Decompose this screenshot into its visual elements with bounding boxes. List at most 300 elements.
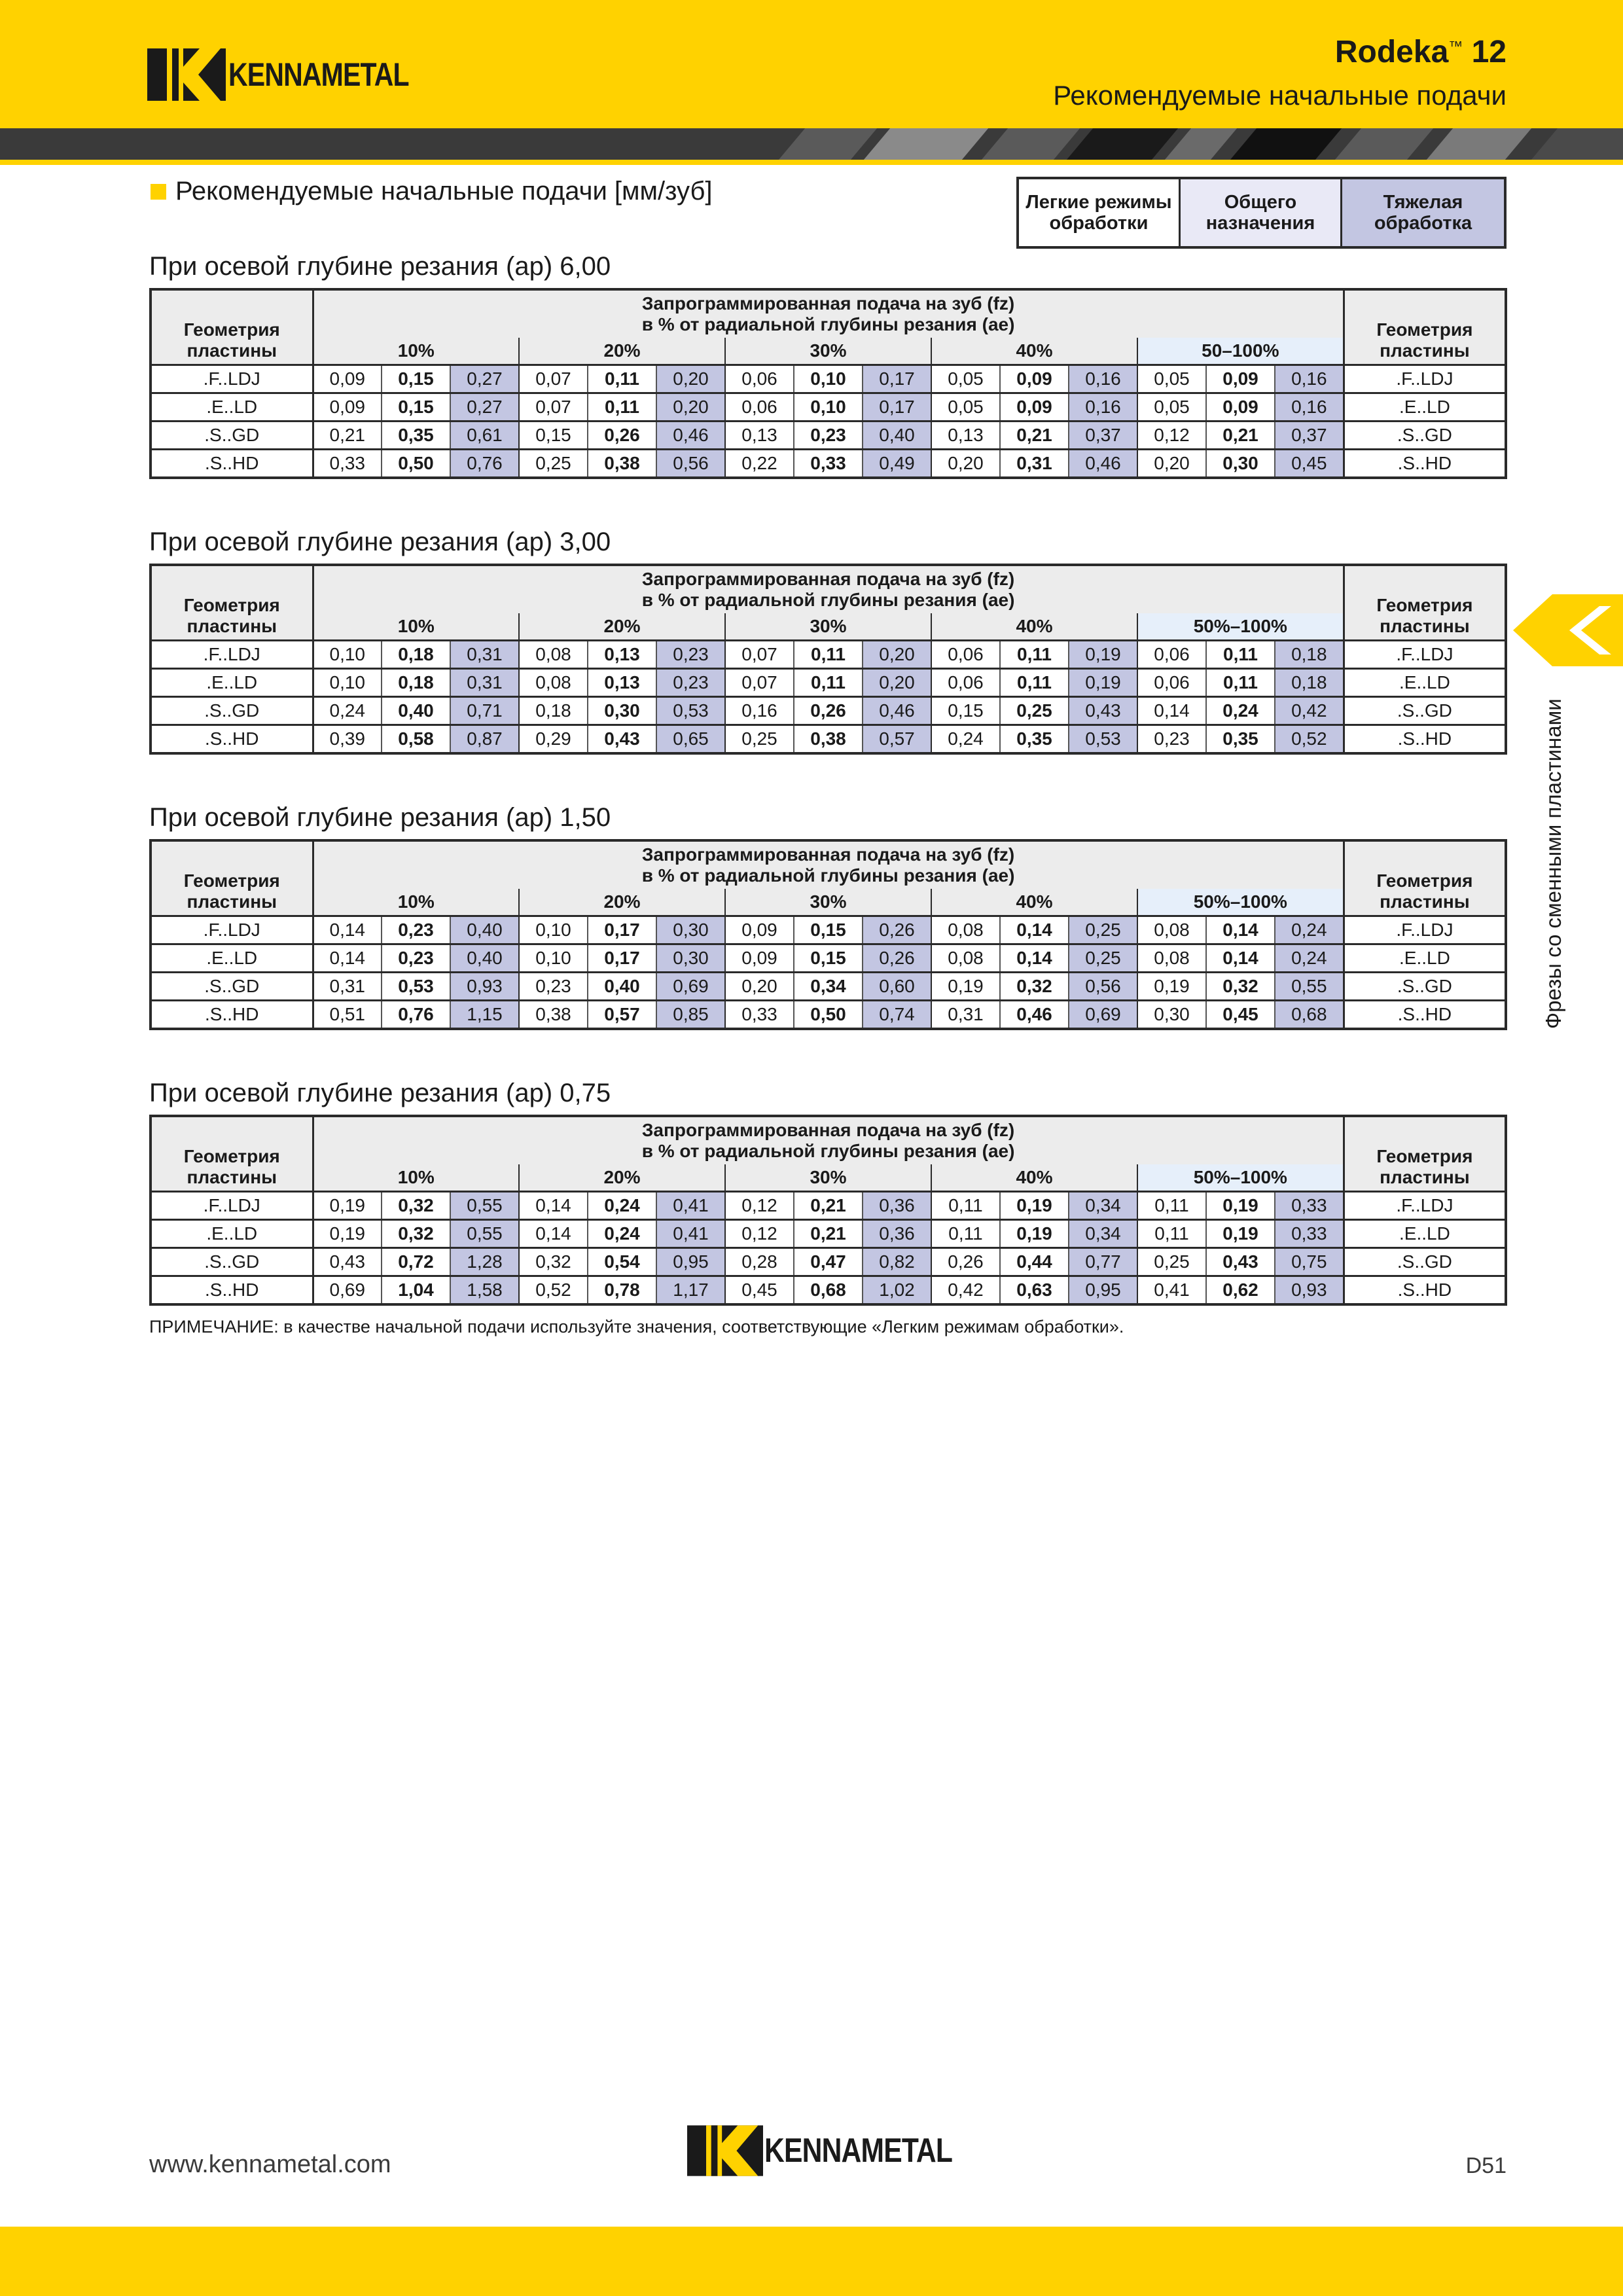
light-feed-cell: 0,25: [725, 725, 794, 753]
heavy-feed-cell: 0,95: [1069, 1276, 1137, 1304]
heavy-feed-cell: 0,75: [1275, 1248, 1344, 1276]
geometry-cell: .S..HD: [151, 1001, 313, 1029]
geometry-header: Геометрия пластины: [151, 289, 313, 365]
feed-header: Запрограммированная подача на зуб (fz) в % от радиальной глубины резания (ae): [313, 840, 1344, 889]
general-feed-cell: 0,43: [1206, 1248, 1275, 1276]
heavy-feed-cell: 0,16: [1275, 365, 1344, 393]
heavy-feed-cell: 0,40: [863, 422, 931, 450]
general-feed-cell: 0,24: [588, 1192, 656, 1220]
general-feed-cell: 0,32: [1206, 973, 1275, 1001]
light-feed-cell: 0,33: [313, 450, 382, 478]
feed-table: [149, 564, 1507, 755]
percent-header: 30%: [725, 889, 931, 916]
feed-table: [149, 839, 1507, 1030]
heavy-feed-cell: 0,19: [1069, 669, 1137, 697]
heavy-feed-cell: 0,46: [1069, 450, 1137, 478]
heavy-feed-cell: 0,27: [450, 393, 519, 422]
general-feed-cell: 0,21: [1206, 422, 1275, 450]
general-feed-cell: 0,09: [1000, 393, 1069, 422]
general-feed-cell: 0,45: [1206, 1001, 1275, 1029]
light-feed-cell: 0,20: [931, 450, 1000, 478]
general-feed-cell: 0,40: [588, 973, 656, 1001]
heavy-feed-cell: 0,53: [656, 697, 725, 725]
general-feed-cell: 0,24: [1206, 697, 1275, 725]
side-tab-label: [1541, 689, 1567, 1029]
general-feed-cell: 0,17: [588, 944, 656, 973]
heavy-feed-cell: 0,41: [656, 1192, 725, 1220]
light-feed-cell: 0,06: [725, 393, 794, 422]
general-feed-cell: 0,11: [1000, 669, 1069, 697]
general-feed-cell: 0,15: [794, 916, 863, 944]
percent-header: 40%: [931, 613, 1137, 641]
general-feed-cell: 0,46: [1000, 1001, 1069, 1029]
light-feed-cell: 0,31: [931, 1001, 1000, 1029]
section-heading: [151, 177, 713, 206]
table-row: [151, 973, 1506, 1001]
footer-url[interactable]: www.kennametal.com: [149, 2151, 391, 2178]
geometry-cell: .S..GD: [151, 697, 313, 725]
heavy-feed-cell: 0,87: [450, 725, 519, 753]
table-row: [151, 393, 1506, 422]
general-feed-cell: 0,47: [794, 1248, 863, 1276]
percent-header: 50%–100%: [1137, 613, 1344, 641]
table-row: [151, 1276, 1506, 1304]
heavy-feed-cell: 0,20: [656, 365, 725, 393]
percent-header: 30%: [725, 613, 931, 641]
general-feed-cell: 0,31: [1000, 450, 1069, 478]
general-feed-cell: 0,53: [382, 973, 450, 1001]
geometry-cell-right: .S..GD: [1344, 1248, 1506, 1276]
light-feed-cell: 0,05: [931, 365, 1000, 393]
light-feed-cell: 0,14: [1137, 697, 1206, 725]
footer-brand-wordmark: KENNAMETAL: [764, 2132, 953, 2170]
general-feed-cell: 0,78: [588, 1276, 656, 1304]
heavy-feed-cell: 0,31: [450, 641, 519, 669]
light-feed-cell: 0,06: [1137, 669, 1206, 697]
general-feed-cell: 0,17: [588, 916, 656, 944]
light-feed-cell: 0,20: [1137, 450, 1206, 478]
geometry-cell: .E..LD: [151, 1220, 313, 1248]
table-row: [151, 641, 1506, 669]
geometry-cell-right: .E..LD: [1344, 944, 1506, 973]
light-feed-cell: 0,28: [725, 1248, 794, 1276]
heavy-feed-cell: 0,19: [1069, 641, 1137, 669]
heavy-feed-cell: 0,40: [450, 944, 519, 973]
light-feed-cell: 0,30: [1137, 1001, 1206, 1029]
table-row: [151, 365, 1506, 393]
kennametal-k-icon: [147, 48, 226, 101]
heavy-feed-cell: 1,15: [450, 1001, 519, 1029]
light-feed-cell: 0,21: [313, 422, 382, 450]
light-feed-cell: 0,11: [1137, 1192, 1206, 1220]
general-feed-cell: 0,21: [794, 1220, 863, 1248]
table-title: При осевой глубине резания (ap) 6,00: [149, 252, 611, 281]
percent-header: 20%: [519, 613, 725, 641]
page-subtitle: Рекомендуемые начальные подачи: [1053, 80, 1507, 111]
general-feed-cell: 0,57: [588, 1001, 656, 1029]
general-feed-cell: 0,13: [588, 669, 656, 697]
general-feed-cell: 0,09: [1000, 365, 1069, 393]
light-feed-cell: 0,24: [313, 697, 382, 725]
light-feed-cell: 0,19: [313, 1220, 382, 1248]
geometry-cell: .E..LD: [151, 393, 313, 422]
geometry-header: Геометрия пластины: [151, 840, 313, 916]
geometry-cell: .F..LDJ: [151, 916, 313, 944]
general-feed-cell: 0,19: [1000, 1192, 1069, 1220]
general-feed-cell: 0,19: [1206, 1192, 1275, 1220]
geometry-cell-right: .E..LD: [1344, 669, 1506, 697]
general-feed-cell: 0,11: [1206, 669, 1275, 697]
general-feed-cell: 0,33: [794, 450, 863, 478]
feed-header: Запрограммированная подача на зуб (fz) в % от радиальной глубины резания (ae): [313, 289, 1344, 338]
geometry-cell: .E..LD: [151, 944, 313, 973]
light-feed-cell: 0,06: [725, 365, 794, 393]
heavy-feed-cell: 0,33: [1275, 1192, 1344, 1220]
heavy-feed-cell: 0,25: [1069, 916, 1137, 944]
geometry-cell: .S..GD: [151, 422, 313, 450]
general-feed-cell: 0,15: [794, 944, 863, 973]
light-feed-cell: 0,05: [1137, 365, 1206, 393]
light-feed-cell: 0,12: [725, 1192, 794, 1220]
general-feed-cell: 0,19: [1000, 1220, 1069, 1248]
heavy-feed-cell: 0,20: [863, 641, 931, 669]
general-feed-cell: 0,63: [1000, 1276, 1069, 1304]
light-feed-cell: 0,06: [1137, 641, 1206, 669]
light-feed-cell: 0,25: [1137, 1248, 1206, 1276]
geometry-cell: .S..GD: [151, 1248, 313, 1276]
general-feed-cell: 0,68: [794, 1276, 863, 1304]
table-row: [151, 669, 1506, 697]
heavy-feed-cell: 0,53: [1069, 725, 1137, 753]
heavy-feed-cell: 0,61: [450, 422, 519, 450]
general-feed-cell: 0,15: [382, 393, 450, 422]
heavy-feed-cell: 0,49: [863, 450, 931, 478]
table-title: При осевой глубине резания (ap) 0,75: [149, 1079, 611, 1107]
light-feed-cell: 0,12: [1137, 422, 1206, 450]
geometry-cell-right: .S..GD: [1344, 422, 1506, 450]
percent-header: 10%: [313, 1164, 519, 1192]
general-feed-cell: 0,40: [382, 697, 450, 725]
general-feed-cell: 0,34: [794, 973, 863, 1001]
heavy-feed-cell: 0,55: [450, 1192, 519, 1220]
heavy-feed-cell: 0,37: [1069, 422, 1137, 450]
heavy-feed-cell: 0,52: [1275, 725, 1344, 753]
general-feed-cell: 0,11: [794, 669, 863, 697]
general-feed-cell: 0,15: [382, 365, 450, 393]
general-feed-cell: 0,50: [382, 450, 450, 478]
light-feed-cell: 0,05: [1137, 393, 1206, 422]
geometry-cell-right: .F..LDJ: [1344, 641, 1506, 669]
geometry-cell: .S..GD: [151, 973, 313, 1001]
general-feed-cell: 0,35: [382, 422, 450, 450]
geometry-header-right: Геометрия пластины: [1344, 289, 1506, 365]
general-feed-cell: 0,26: [588, 422, 656, 450]
general-feed-cell: 0,35: [1206, 725, 1275, 753]
light-feed-cell: 0,19: [931, 973, 1000, 1001]
geometry-cell-right: .S..HD: [1344, 1001, 1506, 1029]
heavy-feed-cell: 0,69: [656, 973, 725, 1001]
geometry-header-right: Геометрия пластины: [1344, 565, 1506, 641]
light-feed-cell: 0,09: [725, 916, 794, 944]
general-feed-cell: 0,32: [1000, 973, 1069, 1001]
geometry-cell: .F..LDJ: [151, 641, 313, 669]
heavy-feed-cell: 0,34: [1069, 1220, 1137, 1248]
light-feed-cell: 0,14: [313, 916, 382, 944]
heavy-feed-cell: 0,16: [1275, 393, 1344, 422]
light-feed-cell: 0,69: [313, 1276, 382, 1304]
general-feed-cell: 0,76: [382, 1001, 450, 1029]
footer-logo: [687, 2125, 993, 2177]
heavy-feed-cell: 0,24: [1275, 944, 1344, 973]
heavy-feed-cell: 0,60: [863, 973, 931, 1001]
geometry-header-right: Геометрия пластины: [1344, 1116, 1506, 1192]
light-feed-cell: 0,26: [931, 1248, 1000, 1276]
general-feed-cell: 0,18: [382, 641, 450, 669]
percent-header: 40%: [931, 1164, 1137, 1192]
heavy-feed-cell: 0,56: [656, 450, 725, 478]
light-feed-cell: 0,25: [519, 450, 588, 478]
heavy-feed-cell: 0,36: [863, 1192, 931, 1220]
heavy-feed-cell: 0,85: [656, 1001, 725, 1029]
light-feed-cell: 0,23: [1137, 725, 1206, 753]
light-feed-cell: 0,11: [1137, 1220, 1206, 1248]
light-feed-cell: 0,15: [519, 422, 588, 450]
light-feed-cell: 0,11: [931, 1192, 1000, 1220]
light-feed-cell: 0,38: [519, 1001, 588, 1029]
geometry-cell: .S..HD: [151, 1276, 313, 1304]
heavy-feed-cell: 1,17: [656, 1276, 725, 1304]
general-feed-cell: 0,14: [1206, 916, 1275, 944]
light-feed-cell: 0,45: [725, 1276, 794, 1304]
heavy-feed-cell: 0,31: [450, 669, 519, 697]
heavy-feed-cell: 0,43: [1069, 697, 1137, 725]
table-row: [151, 725, 1506, 753]
general-feed-cell: 0,30: [1206, 450, 1275, 478]
heavy-feed-cell: 1,28: [450, 1248, 519, 1276]
light-feed-cell: 0,20: [725, 973, 794, 1001]
table-title: При осевой глубине резания (ap) 3,00: [149, 528, 611, 556]
table-row: [151, 944, 1506, 973]
light-feed-cell: 0,43: [313, 1248, 382, 1276]
general-feed-cell: 1,04: [382, 1276, 450, 1304]
light-feed-cell: 0,14: [313, 944, 382, 973]
general-feed-cell: 0,14: [1206, 944, 1275, 973]
light-feed-cell: 0,06: [931, 669, 1000, 697]
light-feed-cell: 0,07: [725, 669, 794, 697]
feed-table: [149, 288, 1507, 479]
general-feed-cell: 0,11: [794, 641, 863, 669]
table-row: [151, 422, 1506, 450]
light-feed-cell: 0,08: [931, 944, 1000, 973]
geometry-cell-right: .S..HD: [1344, 450, 1506, 478]
product-title: [1335, 34, 1507, 70]
section-tab-arrow-icon: [1513, 594, 1623, 666]
general-feed-cell: 0,11: [588, 393, 656, 422]
heavy-feed-cell: 0,17: [863, 393, 931, 422]
heavy-feed-cell: 0,18: [1275, 669, 1344, 697]
geometry-cell-right: .E..LD: [1344, 393, 1506, 422]
light-feed-cell: 0,19: [313, 1192, 382, 1220]
heavy-feed-cell: 0,37: [1275, 422, 1344, 450]
geometry-cell-right: .E..LD: [1344, 1220, 1506, 1248]
table-row: [151, 450, 1506, 478]
heavy-feed-cell: 0,55: [1275, 973, 1344, 1001]
side-tab-text: Фрезы со сменными пластинами: [1541, 698, 1565, 1029]
geometry-header-right: Геометрия пластины: [1344, 840, 1506, 916]
brand-wordmark: KENNAMETAL: [228, 56, 409, 93]
light-feed-cell: 0,08: [519, 641, 588, 669]
heavy-feed-cell: 0,74: [863, 1001, 931, 1029]
light-feed-cell: 0,10: [313, 669, 382, 697]
legend-light: Легкие режимы обработки: [1019, 179, 1181, 246]
geometry-cell-right: .S..GD: [1344, 973, 1506, 1001]
heavy-feed-cell: 0,45: [1275, 450, 1344, 478]
geometry-cell-right: .F..LDJ: [1344, 1192, 1506, 1220]
light-feed-cell: 0,06: [931, 641, 1000, 669]
geometry-header: Геометрия пластины: [151, 565, 313, 641]
product-name: Rodeka: [1334, 35, 1449, 69]
geometry-cell-right: .F..LDJ: [1344, 365, 1506, 393]
percent-header: 40%: [931, 889, 1137, 916]
percent-header: 20%: [519, 338, 725, 365]
geometry-cell: .E..LD: [151, 669, 313, 697]
heavy-feed-cell: 1,58: [450, 1276, 519, 1304]
legend-general: Общего назначения: [1181, 179, 1342, 246]
general-feed-cell: 0,62: [1206, 1276, 1275, 1304]
light-feed-cell: 0,41: [1137, 1276, 1206, 1304]
heavy-feed-cell: 0,26: [863, 944, 931, 973]
geometry-cell: .S..HD: [151, 725, 313, 753]
general-feed-cell: 0,09: [1206, 365, 1275, 393]
section-heading-text: Рекомендуемые начальные подачи [мм/зуб]: [175, 177, 713, 206]
feed-table: [149, 1115, 1507, 1306]
light-feed-cell: 0,16: [725, 697, 794, 725]
header-line: [0, 160, 1623, 165]
heavy-feed-cell: 0,82: [863, 1248, 931, 1276]
light-feed-cell: 0,08: [1137, 944, 1206, 973]
heavy-feed-cell: 0,36: [863, 1220, 931, 1248]
percent-header: 20%: [519, 889, 725, 916]
heavy-feed-cell: 0,27: [450, 365, 519, 393]
general-feed-cell: 0,10: [794, 365, 863, 393]
light-feed-cell: 0,08: [519, 669, 588, 697]
geometry-cell-right: .F..LDJ: [1344, 916, 1506, 944]
geometry-cell-right: .S..GD: [1344, 697, 1506, 725]
geometry-header: Геометрия пластины: [151, 1116, 313, 1192]
general-feed-cell: 0,35: [1000, 725, 1069, 753]
general-feed-cell: 0,09: [1206, 393, 1275, 422]
heavy-feed-cell: 0,16: [1069, 365, 1137, 393]
general-feed-cell: 0,11: [588, 365, 656, 393]
general-feed-cell: 0,44: [1000, 1248, 1069, 1276]
general-feed-cell: 0,23: [382, 916, 450, 944]
page-number: D51: [1465, 2153, 1507, 2178]
general-feed-cell: 0,11: [1000, 641, 1069, 669]
heavy-feed-cell: 0,93: [450, 973, 519, 1001]
percent-header: 30%: [725, 338, 931, 365]
heavy-feed-cell: 0,76: [450, 450, 519, 478]
heavy-feed-cell: 0,23: [656, 669, 725, 697]
light-feed-cell: 0,19: [1137, 973, 1206, 1001]
table-row: [151, 916, 1506, 944]
heavy-feed-cell: 0,16: [1069, 393, 1137, 422]
percent-header: 50%–100%: [1137, 889, 1344, 916]
table-row: [151, 1192, 1506, 1220]
heavy-feed-cell: 0,56: [1069, 973, 1137, 1001]
light-feed-cell: 0,07: [725, 641, 794, 669]
light-feed-cell: 0,18: [519, 697, 588, 725]
heavy-feed-cell: 0,25: [1069, 944, 1137, 973]
general-feed-cell: 0,11: [1206, 641, 1275, 669]
general-feed-cell: 0,19: [1206, 1220, 1275, 1248]
heavy-feed-cell: 0,20: [863, 669, 931, 697]
light-feed-cell: 0,12: [725, 1220, 794, 1248]
light-feed-cell: 0,07: [519, 365, 588, 393]
heavy-feed-cell: 0,26: [863, 916, 931, 944]
heavy-feed-cell: 0,30: [656, 916, 725, 944]
geometry-cell: .S..HD: [151, 450, 313, 478]
general-feed-cell: 0,30: [588, 697, 656, 725]
footer-band: [0, 2227, 1623, 2296]
heavy-feed-cell: 0,34: [1069, 1192, 1137, 1220]
kennametal-logo: [147, 48, 448, 101]
light-feed-cell: 0,51: [313, 1001, 382, 1029]
light-feed-cell: 0,14: [519, 1220, 588, 1248]
general-feed-cell: 0,14: [1000, 944, 1069, 973]
light-feed-cell: 0,14: [519, 1192, 588, 1220]
general-feed-cell: 0,50: [794, 1001, 863, 1029]
heavy-feed-cell: 0,93: [1275, 1276, 1344, 1304]
general-feed-cell: 0,32: [382, 1220, 450, 1248]
light-feed-cell: 0,39: [313, 725, 382, 753]
trademark-mark: ™: [1448, 38, 1463, 54]
percent-header: 50%–100%: [1137, 1164, 1344, 1192]
machining-mode-legend: [1016, 177, 1507, 249]
light-feed-cell: 0,52: [519, 1276, 588, 1304]
percent-header: 30%: [725, 1164, 931, 1192]
heavy-feed-cell: 0,30: [656, 944, 725, 973]
general-feed-cell: 0,58: [382, 725, 450, 753]
light-feed-cell: 0,10: [519, 944, 588, 973]
light-feed-cell: 0,42: [931, 1276, 1000, 1304]
general-feed-cell: 0,18: [382, 669, 450, 697]
general-feed-cell: 0,14: [1000, 916, 1069, 944]
heavy-feed-cell: 0,17: [863, 365, 931, 393]
light-feed-cell: 0,24: [931, 725, 1000, 753]
heavy-feed-cell: 0,20: [656, 393, 725, 422]
heavy-feed-cell: 0,46: [863, 697, 931, 725]
heavy-feed-cell: 0,77: [1069, 1248, 1137, 1276]
light-feed-cell: 0,09: [313, 365, 382, 393]
light-feed-cell: 0,33: [725, 1001, 794, 1029]
heavy-feed-cell: 0,41: [656, 1220, 725, 1248]
light-feed-cell: 0,29: [519, 725, 588, 753]
geometry-cell: .F..LDJ: [151, 1192, 313, 1220]
general-feed-cell: 0,24: [588, 1220, 656, 1248]
light-feed-cell: 0,15: [931, 697, 1000, 725]
general-feed-cell: 0,21: [794, 1192, 863, 1220]
general-feed-cell: 0,38: [588, 450, 656, 478]
heavy-feed-cell: 0,55: [450, 1220, 519, 1248]
light-feed-cell: 0,05: [931, 393, 1000, 422]
percent-header: 20%: [519, 1164, 725, 1192]
heavy-feed-cell: 0,69: [1069, 1001, 1137, 1029]
light-feed-cell: 0,08: [1137, 916, 1206, 944]
general-feed-cell: 0,23: [794, 422, 863, 450]
general-feed-cell: 0,26: [794, 697, 863, 725]
heavy-feed-cell: 0,95: [656, 1248, 725, 1276]
legend-heavy: Тяжелая обработка: [1342, 179, 1504, 246]
